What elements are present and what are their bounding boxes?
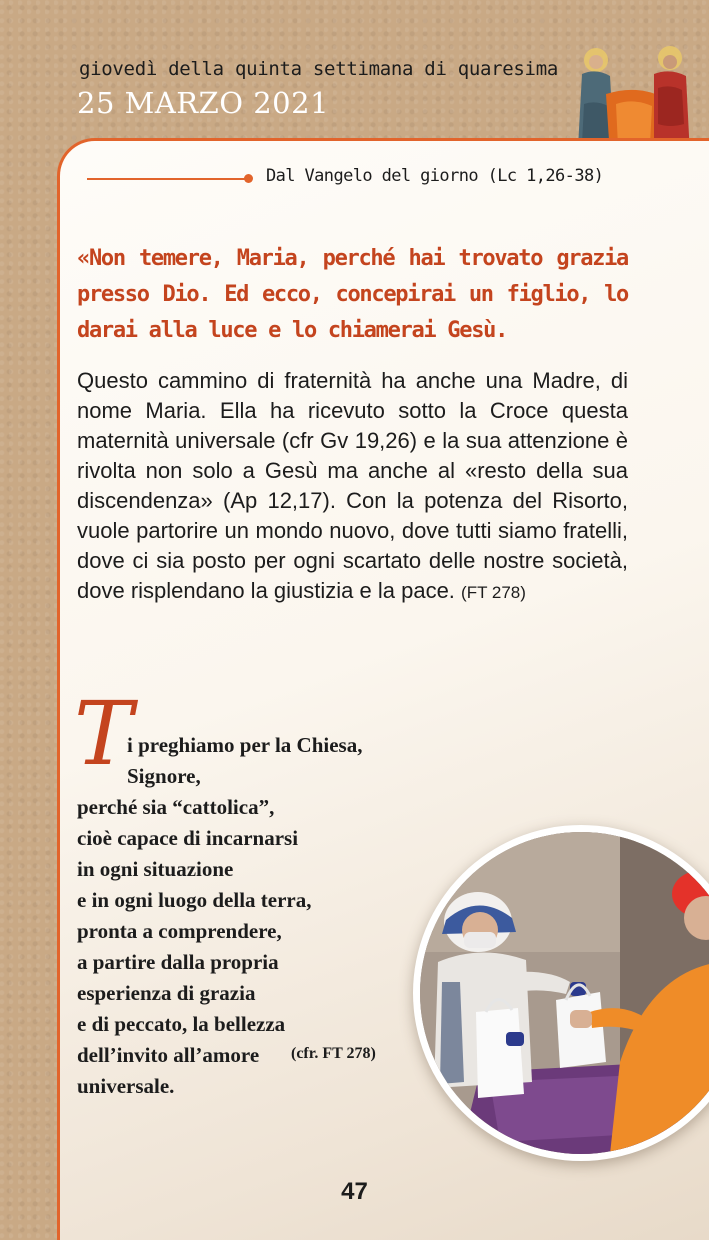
- prayer-reference: (cfr. FT 278): [291, 1045, 376, 1062]
- prayer-line: dell’invito all’amore: [77, 1043, 260, 1067]
- prayer-line: i preghiamo per la Chiesa, Signore,: [127, 733, 363, 788]
- gospel-reference: Dal Vangelo del giorno (Lc 1,26-38): [266, 166, 604, 186]
- commentary-text: Questo cammino di fraternità ha anche una Madre, di nome Maria. Ella ha ricevuto sotto la Croce questa maternità universale (cfr Gv 19,26) e la sua attenzione è rivolta non solo a Gesù ma anche al «resto della sua discendenza» (Ap 12,17). Con la potenza del Risorto, vuole partorire un mondo nuovo, dove tutti siamo fratelli, dove ci sia posto per ogni scartato delle nostre società, dove risplendano la giustizia e la pace.: [77, 368, 628, 603]
- prayer-line: a partire dalla propria: [77, 950, 279, 974]
- prayer-line: pronta a comprendere,: [77, 919, 282, 943]
- prayer-line: e di peccato, la bellezza: [77, 1012, 286, 1036]
- gospel-rule: [87, 178, 247, 180]
- prayer-line: esperienza di grazia: [77, 981, 256, 1005]
- header-weekday: giovedì della quinta settimana di quaresima: [79, 58, 558, 80]
- page-number: 47: [341, 1178, 368, 1205]
- prayer-line: universale.: [77, 1074, 175, 1098]
- prayer-line: e in ogni luogo della terra,: [77, 888, 312, 912]
- prayer-drop-cap: T: [74, 682, 133, 785]
- header-date: 25 MARZO 2021: [77, 86, 330, 120]
- gospel-quote: «Non temere, Maria, perché hai trovato grazia presso Dio. Ed ecco, concepirai un figlio, lo darai alla luce e lo chiamerai Gesù.: [77, 246, 628, 343]
- prayer-line: in ogni situazione: [77, 857, 234, 881]
- gospel-rule-dot: [244, 174, 253, 183]
- prayer-line: perché sia “cattolica”,: [77, 795, 275, 819]
- prayer-line: cioè capace di incarnarsi: [77, 826, 299, 850]
- commentary-paragraph: [77, 366, 628, 608]
- commentary-reference: (FT 278): [461, 583, 526, 602]
